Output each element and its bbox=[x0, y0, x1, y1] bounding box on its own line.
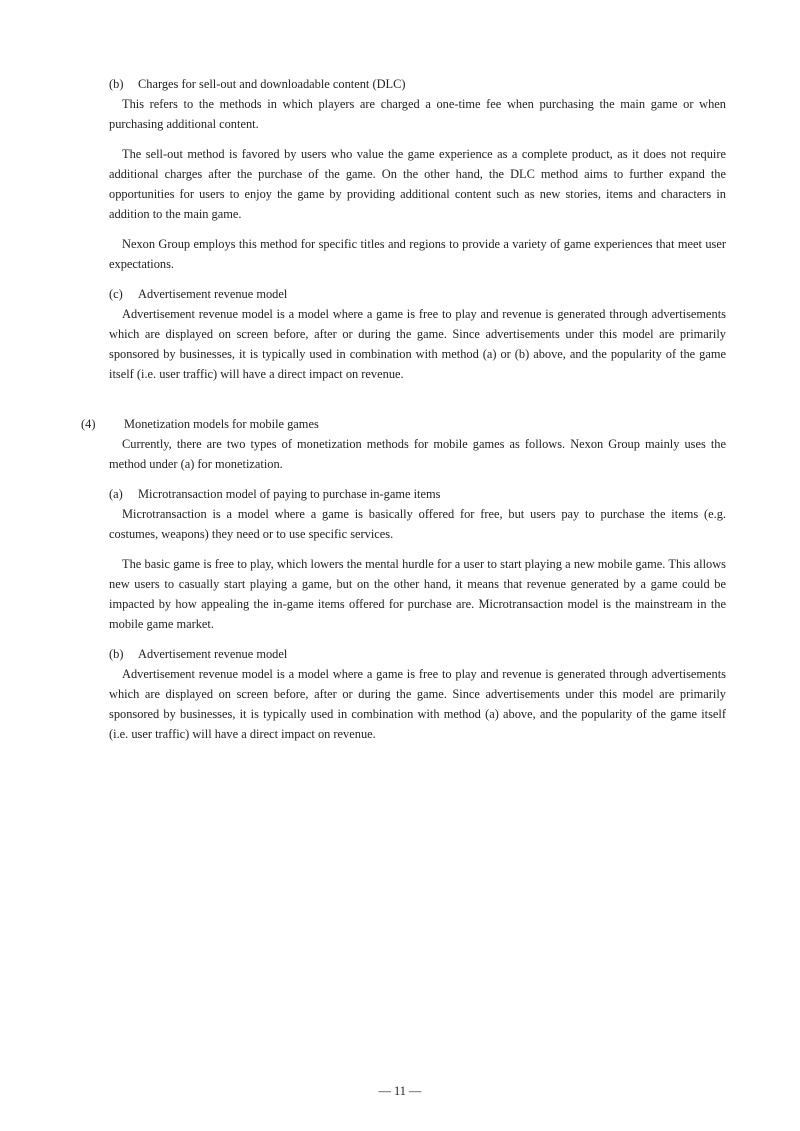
subsection-title: Microtransaction model of paying to purchase in-game items bbox=[138, 487, 441, 501]
paragraph: Microtransaction is a model where a game is basically offered for free, but users pay to purchase the items (e.g. costumes, weapons) they need or to use specific services. bbox=[109, 507, 726, 541]
paragraph: This refers to the methods in which players are charged a one-time fee when purchasing the main game or when purchasing additional content. bbox=[109, 97, 726, 131]
subsection-heading bbox=[109, 484, 726, 504]
list-marker: (b) bbox=[109, 77, 124, 91]
paragraph: The sell-out method is favored by users who value the game experience as a complete product, as it does not require additional charges after the purchase of the game. On the other hand, the DLC method aims to further expand the opportunities for users to enjoy the game by providing additional content such as new stories, items and characters in addition to the main game. bbox=[109, 147, 726, 221]
list-marker: (b) bbox=[109, 647, 124, 661]
section-b-advertisement-mobile bbox=[109, 644, 726, 744]
section-b-dlc bbox=[109, 74, 726, 274]
section-a-microtransaction bbox=[109, 484, 726, 634]
section-4-intro bbox=[109, 434, 726, 474]
page-number: — 11 — bbox=[378, 1084, 422, 1098]
subsection-title: Advertisement revenue model bbox=[138, 287, 288, 301]
list-marker: (c) bbox=[109, 287, 123, 301]
section-title: Monetization models for mobile games bbox=[124, 417, 319, 431]
paragraph: Advertisement revenue model is a model where a game is free to play and revenue is generated through advertisements which are displayed on screen before, after or during the game. Since advertisements under this model are primarily sponsored by businesses, it is typically used in combination with method (a) above, and the popularity of the game itself (i.e. user traffic) will have a direct impact on revenue. bbox=[109, 667, 726, 741]
paragraph: Nexon Group employs this method for specific titles and regions to provide a variety of game experiences that meet user expectations. bbox=[109, 237, 726, 271]
paragraph: Currently, there are two types of monetization methods for mobile games as follows. Nexon Group mainly uses the method under (a) for monetization. bbox=[109, 437, 726, 471]
subsection-heading bbox=[109, 644, 726, 664]
list-marker: (a) bbox=[109, 487, 123, 501]
subsection-heading bbox=[109, 74, 726, 94]
paragraph: The basic game is free to play, which lowers the mental hurdle for a user to start playing a new mobile game. This allows new users to casually start playing a game, but on the other hand, it means that revenue generated by a game could be impacted by how appealing the in-game items offered for purchase are. Microtransaction model is the mainstream in the mobile game market. bbox=[109, 557, 726, 631]
paragraph: Advertisement revenue model is a model where a game is free to play and revenue is generated through advertisements which are displayed on screen before, after or during the game. Since advertisements under this model are primarily sponsored by businesses, it is typically used in combination with method (a) or (b) above, and the popularity of the game itself (i.e. user traffic) will have a direct impact on revenue. bbox=[109, 307, 726, 381]
subsection-title: Advertisement revenue model bbox=[138, 647, 288, 661]
section-marker: (4) bbox=[81, 417, 96, 431]
section-c-advertisement bbox=[109, 284, 726, 384]
subsection-title: Charges for sell-out and downloadable content (DLC) bbox=[138, 77, 406, 91]
subsection-heading bbox=[109, 284, 726, 304]
section-4-heading bbox=[81, 414, 319, 434]
